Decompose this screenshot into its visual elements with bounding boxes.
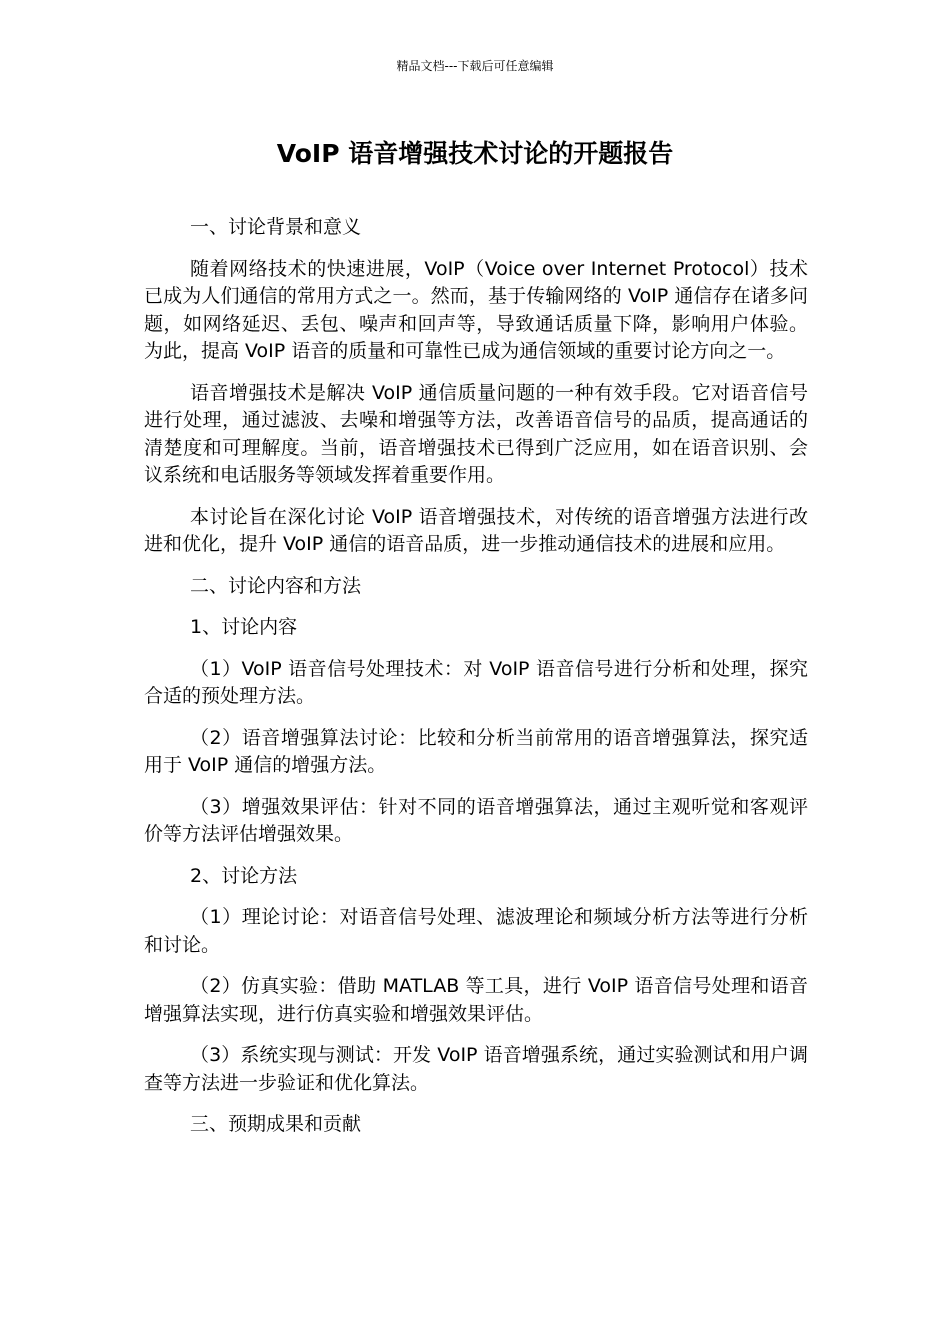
section-heading-content-method: 二、讨论内容和方法 <box>190 574 362 597</box>
page-header: 精品文档---下载后可任意编辑 <box>396 59 554 73</box>
subheading-method: 2、讨论方法 <box>190 864 298 887</box>
paragraph-background-2: 语音增强技术是解决 VoIP 通信质量问题的一种有效手段。它对语音信号进行处理，通过滤波、去噪和增强等方法，改善语音信号的品质，提高通话的清楚度和可理解度。当前，语音增强技术已得到广泛应用，如在语音识别、会议系统和电话服务等领域发挥着重要作用。 <box>144 381 808 486</box>
list-item-content-2: （2）语音增强算法讨论：比较和分析当前常用的语音增强算法，探究适用于 VoIP 通信的增强方法。 <box>144 726 808 776</box>
section-heading-background: 一、讨论背景和意义 <box>190 216 362 238</box>
document-body <box>144 214 808 1139</box>
subheading-content: 1、讨论内容 <box>190 616 298 638</box>
paragraph-background-3: 本讨论旨在深化讨论 VoIP 语音增强技术，对传统的语音增强方法进行改进和优化，提升 VoIP 通信的语音品质，进一步推动通信技术的进展和应用。 <box>144 505 808 555</box>
list-item-content-1: （1）VoIP 语音信号处理技术：对 VoIP 语音信号进行分析和处理，探究合适的预处理方法。 <box>144 657 808 707</box>
document-title: VoIP 语音增强技术讨论的开题报告 <box>276 139 674 168</box>
section-heading-outcomes: 三、预期成果和贡献 <box>190 1113 362 1135</box>
list-item-method-2: （2）仿真实验：借助 MATLAB 等工具，进行 VoIP 语音信号处理和语音增强算法实现，进行仿真实验和增强效果评估。 <box>144 975 808 1025</box>
paragraph-background-1: 随着网络技术的快速进展，VoIP（Voice over Internet Protocol）技术已成为人们通信的常用方式之一。然而，基于传输网络的 VoIP 通信存在诸多问题，如网络延迟、丢包、噪声和回声等，导致通话质量下降，影响用户体验。为此，提高 VoIP 语音的质量和可靠性已成为通信领域的重要讨论方向之一。 <box>144 257 808 362</box>
list-item-content-3: （3）增强效果评估：针对不同的语音增强算法，通过主观听觉和客观评价等方法评估增强效果。 <box>144 795 808 845</box>
list-item-method-3: （3）系统实现与测试：开发 VoIP 语音增强系统，通过实验测试和用户调查等方法进一步验证和优化算法。 <box>144 1044 808 1094</box>
list-item-method-1: （1）理论讨论：对语音信号处理、滤波理论和频域分析方法等进行分析和讨论。 <box>144 906 808 956</box>
